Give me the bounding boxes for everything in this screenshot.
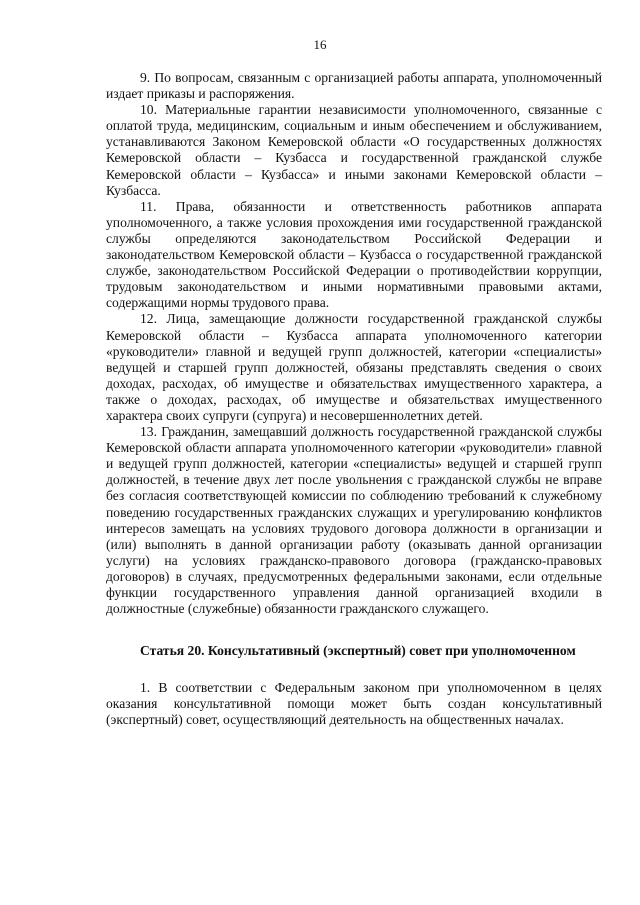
paragraph-10: 10. Материальные гарантии независимости уполномоченного, связанные с оплатой труда, медицинским, социальным и иным обеспечением и обслуживанием, устанавливаются Законом Кемеровской области «О государственных должностях Кемеровской области – Кузбасса и государственной гражданской службе Кемеровской области – Кузбасса» и иными законами Кемеровской области – Кузбасса. (106, 102, 602, 198)
article-20-paragraph-1: 1. В соответствии с Федеральным законом при уполномоченном в целях оказания консультативной помощи может быть создан консультативный (экспертный) совет, осуществляющий деятельность на общественных началах. (106, 680, 602, 728)
paragraph-13: 13. Гражданин, замещавший должность государственной гражданской службы Кемеровской области аппарата уполномоченного категории «руководители» главной и ведущей групп должностей, категории «специалисты» ведущей и старшей групп должностей, в течение двух лет после увольнения с гражданской службы не вправе без согласия соответствующей комиссии по соблюдению требований к служебному поведению государственных гражданских служащих и урегулированию конфликтов интересов замещать на условиях трудового договора должности в организации и (или) выполнять в данной организации работу (оказывать данной организации услуги) на условиях гражданско-правового договора (гражданско-правовых договоров) в случаях, предусмотренных федеральными законами, если отдельные функции государственного управления данной организацией входили в должностные (служебные) обязанности гражданского служащего. (106, 424, 602, 617)
document-body (106, 70, 602, 729)
page-number: 16 (313, 37, 327, 52)
paragraph-12: 12. Лица, замещающие должности государственной гражданской службы Кемеровской области – Кузбасса аппарата уполномоченного категории «руководители» главной и ведущей групп должностей, категории «специалисты» ведущей и старшей групп должностей, обязаны представлять сведения о своих доходах, расходах, об имуществе и обязательствах имущественного характера, а также о доходах, расходах, об имуществе и обязательствах имущественного характера своих супруги (супруга) и несовершеннолетних детей. (106, 311, 602, 423)
paragraph-11: 11. Права, обязанности и ответственность работников аппарата уполномоченного, а также условия прохождения ими государственной гражданской службы определяются законодательством Российской Федерации и законодательством Кемеровской области – Кузбасса о государственной гражданской службе, законодательством Российской Федерации о противодействии коррупции, трудовым законодательством и иными нормативными правовыми актами, содержащими нормы трудового права. (106, 198, 602, 311)
article-20-heading: Статья 20. Консультативный (экспертный) совет при уполномоченном (140, 643, 576, 659)
paragraph-9: 9. По вопросам, связанным с организацией работы аппарата, уполномоченный издает приказы и распоряжения. (106, 70, 602, 102)
